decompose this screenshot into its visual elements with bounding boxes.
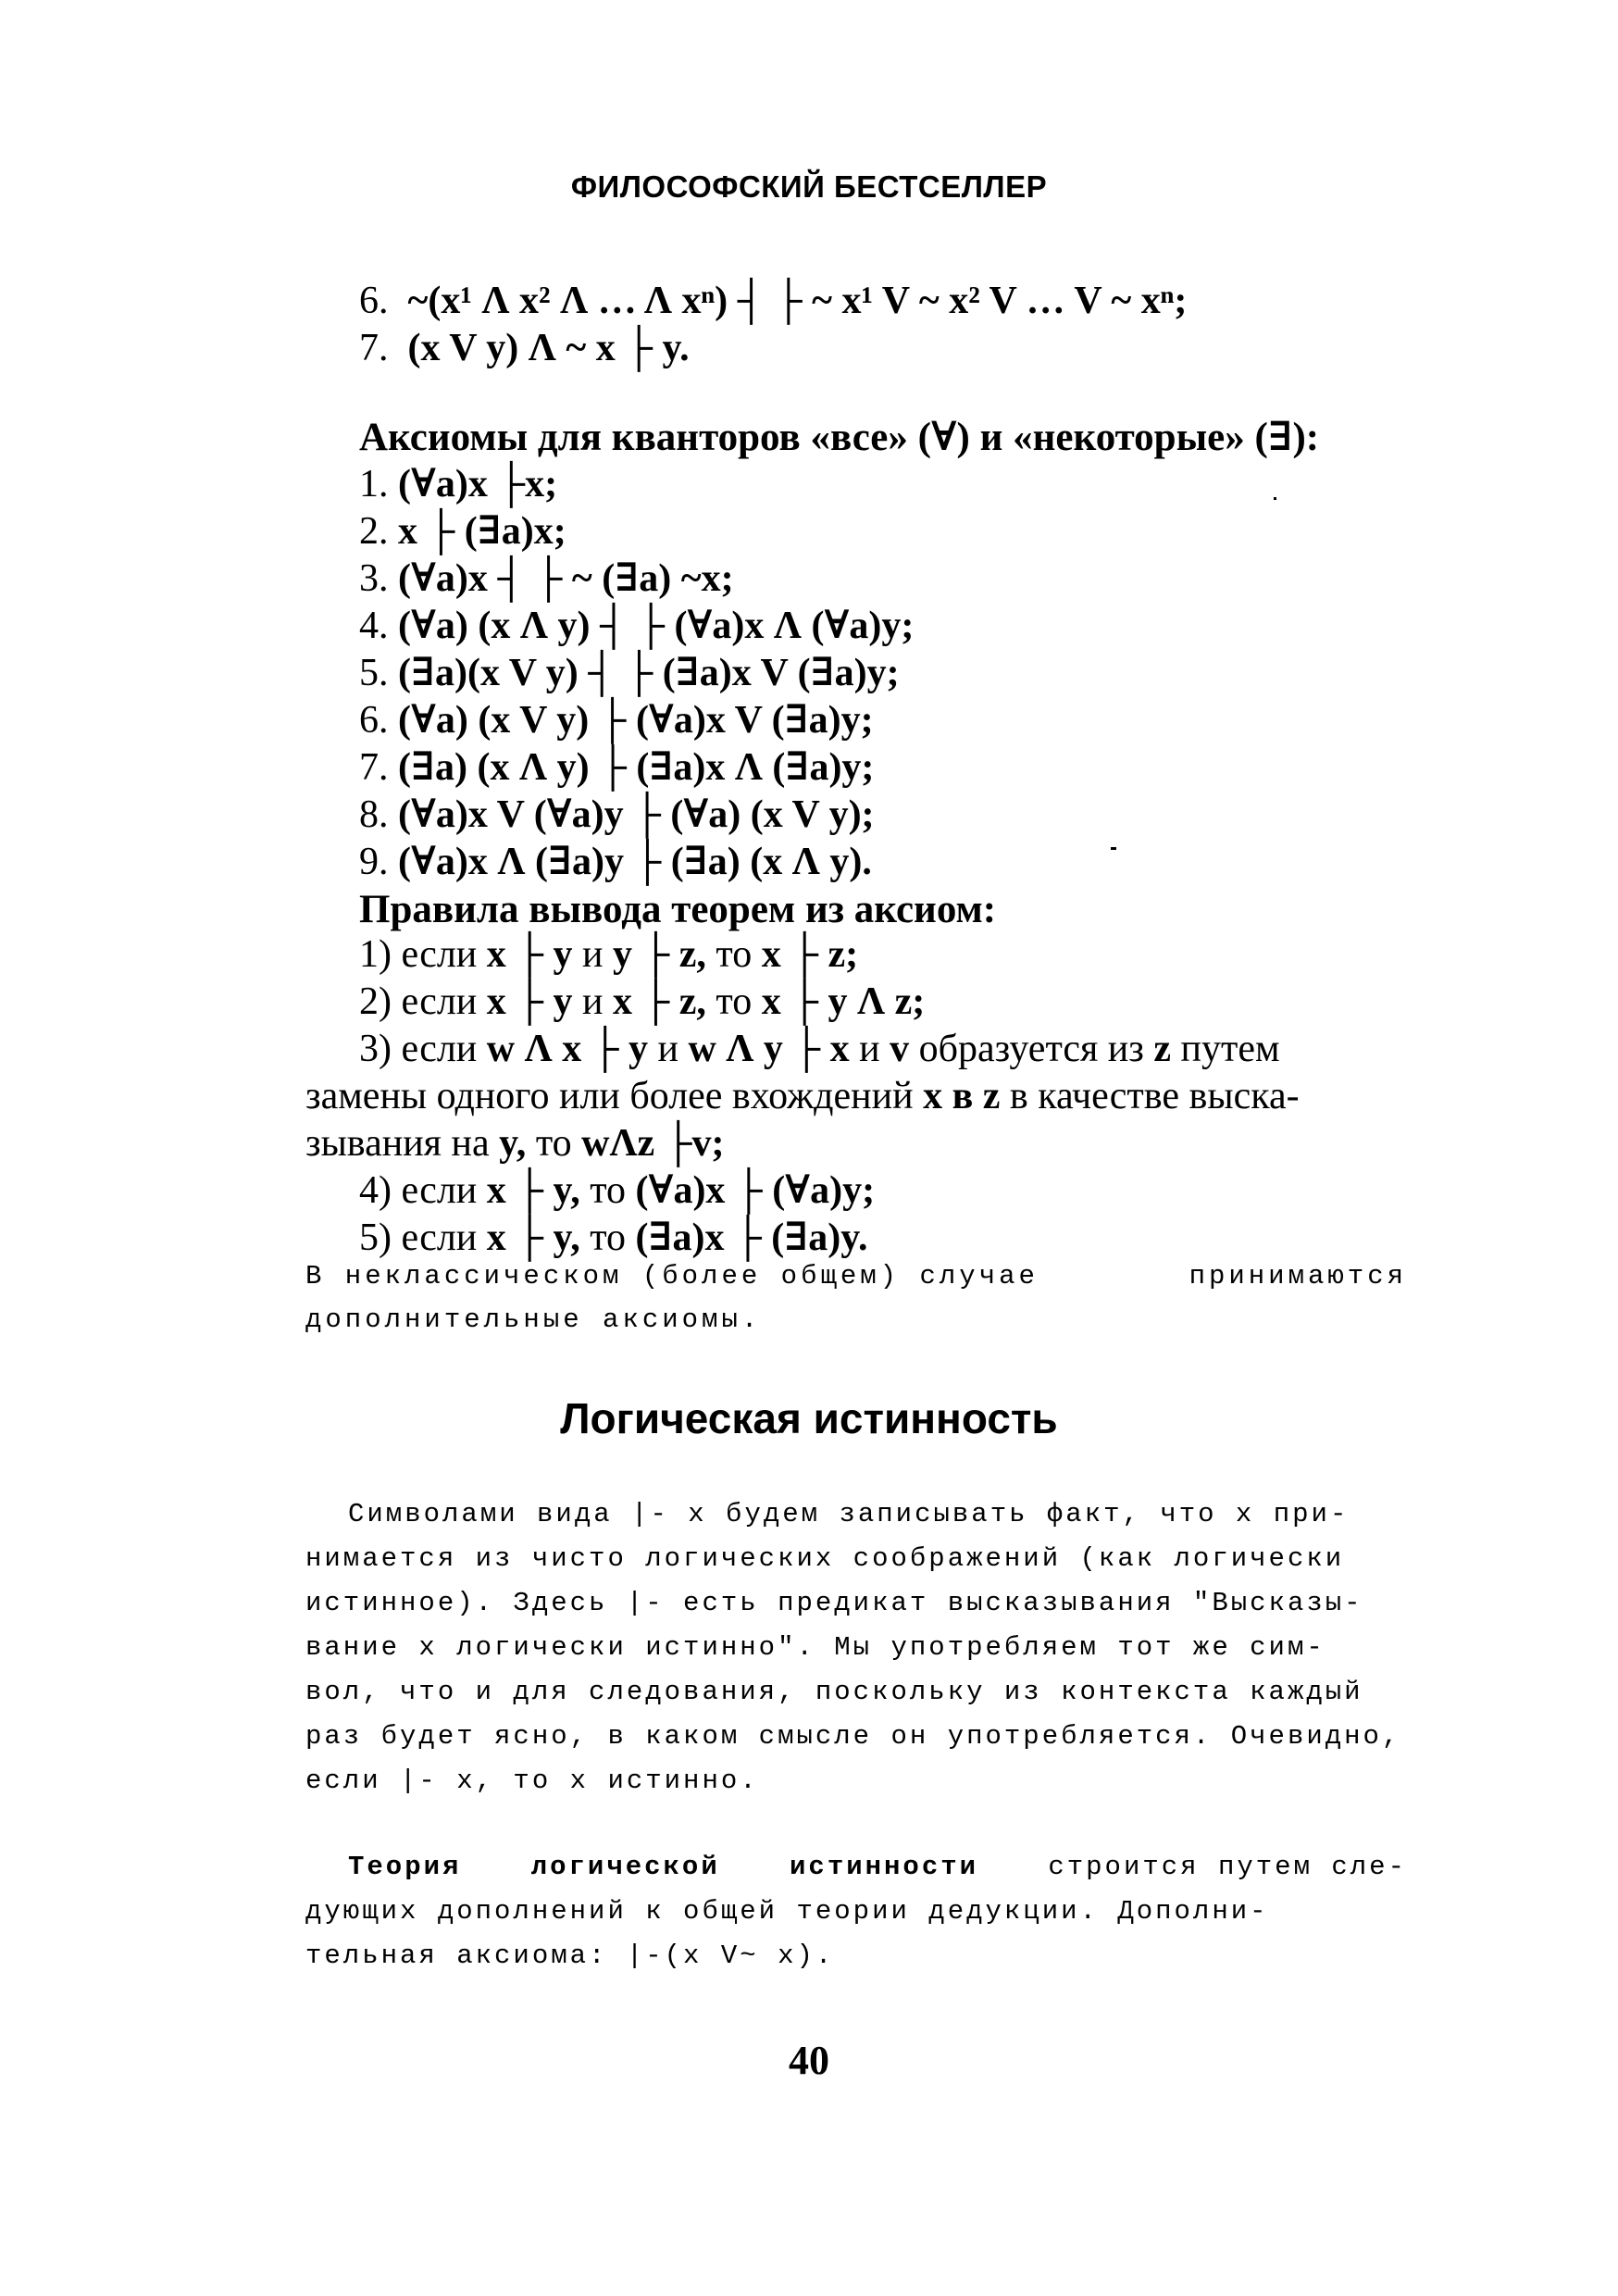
rule-line: 4) если x ├ y, то (∀a)x ├ (∀a)y;	[359, 1169, 876, 1212]
axiom-line: 8. (∀a)x V (∀a)y ├ (∀a) (x V y);	[359, 793, 875, 836]
axiom-line: 2. x ├ (∃a)x;	[359, 510, 566, 553]
running-head: ФИЛОСОФСКИЙ БЕСТСЕЛЛЕР	[570, 169, 1048, 204]
formula-text: ~(x¹ Λ x² Λ … Λ xⁿ) ┤ ├ ~ x¹ V ~ x² V … V ~ xⁿ;	[407, 280, 1188, 322]
rule-line: 1) если x ├ y и y ├ z, то x ├ z;	[359, 933, 859, 976]
formula-line: 7. (x V y) Λ ~ x ├ y.	[359, 327, 690, 369]
rule-line: 3) если w Λ x ├ y и w Λ y ├ x и v образуется из z путем	[359, 1028, 1280, 1070]
rule-line: 2) если x ├ y и x ├ z, то x ├ y Λ z;	[359, 980, 926, 1023]
quantifier-axioms	[359, 414, 1405, 933]
section-title: Логическая истинность	[560, 1394, 1058, 1442]
axiom-line: 5. (∃a)(x V y) ┤ ├ (∃a)x V (∃a)y;	[359, 652, 900, 694]
formula-text: (x V y) Λ ~ x ├ y.	[407, 327, 690, 369]
axiom-line: 6. (∀a) (x V y) ├ (∀a)x V (∃a)y;	[359, 699, 874, 742]
rule-line: замены одного или более вхождений x в z в качестве выска-	[305, 1075, 1300, 1117]
axiom-line: 3. (∀a)x ┤ ├ ~ (∃a) ~x;	[359, 557, 734, 600]
axiom-line: 1. (∀a)x ├x;	[359, 463, 558, 505]
formula-line: 6. ~(x¹ Λ x² Λ … Λ xⁿ) ┤ ├ ~ x¹ V ~ x² V … V ~ xⁿ;	[359, 280, 1188, 322]
rules-heading: Правила вывода теорем из аксиом:	[359, 888, 997, 931]
axiom-line: 9. (∀a)x Λ (∃a)y ├ (∃a) (x Λ y).	[359, 841, 872, 883]
scan-speck	[1274, 497, 1276, 500]
scan-speck	[1111, 847, 1116, 850]
page-number: 40	[789, 2038, 829, 2083]
axiom-line: 7. (∃a) (x Λ y) ├ (∃a)x Λ (∃a)y;	[359, 746, 875, 789]
quantifier-heading: Аксиомы для кванторов «все» (∀) и «некоторые» (∃):	[359, 416, 1320, 459]
nonclassical-note: В неклассическом (более общем) случае принимаются дополнительные аксиомы.	[305, 1261, 1407, 1335]
rule-line: 5) если x ├ y, то (∃a)x ├ (∃a)y.	[359, 1217, 868, 1259]
top-formulas	[359, 278, 1405, 372]
paragraph-logical-truth: Символами вида |- x будем записывать факт, что x при- нимается из чисто логических соображений (как логически истинное). Здесь |- есть предикат высказывания "Высказы- вание x логически истинно". Мы употребляем тот же сим- вол, что и для следования, поскольку из контекста каждый раз будет ясно, в каком смысле он употребляется. Очевидно, если |- x, то x истинно.	[305, 1499, 1401, 1796]
paragraph-theory: Теория логической истинности строится путем сле- дующих дополнений к общей теории дедукции. Дополни- тельная аксиома: |-(x V~ x).	[305, 1852, 1407, 1971]
axiom-line: 4. (∀a) (x Λ y) ┤ ├ (∀a)x Λ (∀a)y;	[359, 605, 915, 647]
inference-rules	[305, 931, 1407, 1262]
rule-line: зывания на y, то wΛz ├v;	[305, 1122, 725, 1165]
